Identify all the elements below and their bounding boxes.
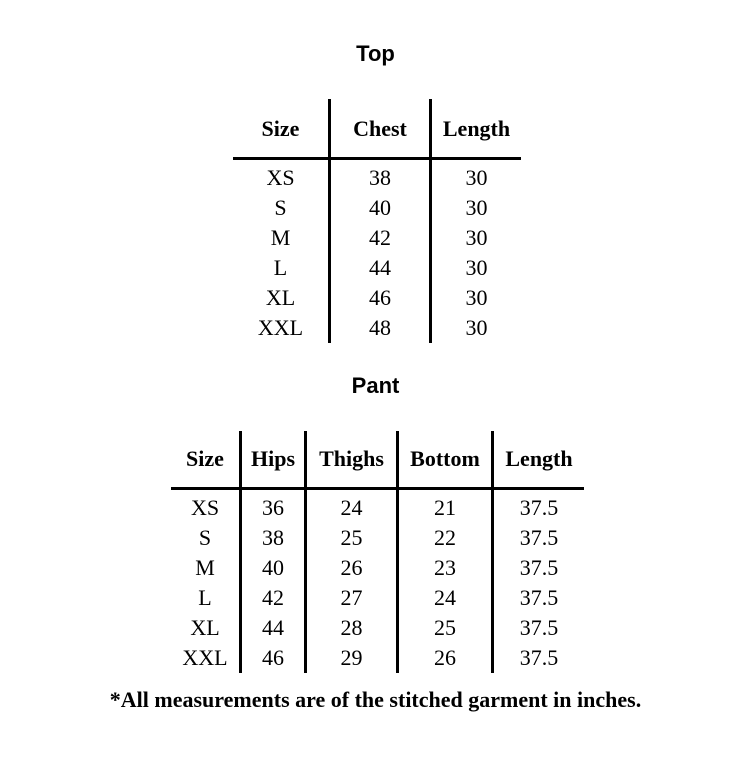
table-cell: 24 — [306, 489, 398, 524]
table-cell: 25 — [398, 613, 493, 643]
table-cell: S — [198, 525, 212, 550]
table-cell: L — [273, 255, 288, 280]
table-cell: 30 — [431, 283, 522, 313]
table-cell: XS — [266, 165, 295, 190]
pant-size-table — [171, 431, 584, 673]
table-cell: 30 — [431, 193, 522, 223]
table-cell: 46 — [241, 643, 306, 673]
table-cell: 26 — [398, 643, 493, 673]
column-header-size: Size — [233, 99, 330, 159]
table-row — [233, 193, 521, 223]
measurement-footnote: *All measurements are of the stitched garment in inches. — [109, 687, 642, 712]
table-row — [171, 643, 584, 673]
table-cell: 21 — [398, 489, 493, 524]
table-cell: 37.5 — [493, 613, 585, 643]
column-header-chest: Chest — [330, 99, 431, 159]
table-cell: 46 — [330, 283, 431, 313]
table-cell: 44 — [330, 253, 431, 283]
table-row — [233, 283, 521, 313]
table-cell: 48 — [330, 313, 431, 343]
table-cell: 44 — [241, 613, 306, 643]
table-cell: M — [270, 225, 291, 250]
table-cell: 30 — [431, 253, 522, 283]
table-cell: 36 — [241, 489, 306, 524]
column-header-length: Length — [431, 99, 522, 159]
table-row — [233, 159, 521, 194]
table-cell: 37.5 — [493, 553, 585, 583]
column-header-size: Size — [171, 431, 241, 489]
table-cell: 37.5 — [493, 489, 585, 524]
table-cell: S — [274, 195, 287, 220]
table-cell: 28 — [306, 613, 398, 643]
table-cell: 40 — [330, 193, 431, 223]
table-cell: 22 — [398, 523, 493, 553]
table-row — [233, 223, 521, 253]
table-row — [171, 553, 584, 583]
table-cell: 37.5 — [493, 523, 585, 553]
table-cell: 25 — [306, 523, 398, 553]
column-header-hips: Hips — [241, 431, 306, 489]
table-cell: 27 — [306, 583, 398, 613]
table-cell: 23 — [398, 553, 493, 583]
table-cell: XL — [190, 615, 220, 640]
table-row — [233, 253, 521, 283]
column-header-thighs: Thighs — [306, 431, 398, 489]
table-row — [171, 583, 584, 613]
table-cell: 42 — [330, 223, 431, 253]
table-cell: 30 — [431, 313, 522, 343]
table-cell: XL — [265, 285, 296, 310]
table-cell: 30 — [431, 223, 522, 253]
table-row — [171, 523, 584, 553]
table-cell: 38 — [241, 523, 306, 553]
table-row — [171, 489, 584, 524]
table-cell: M — [195, 555, 215, 580]
table-header-row — [233, 99, 521, 159]
table-cell: XS — [190, 495, 220, 520]
column-header-length: Length — [493, 431, 585, 489]
table-row — [233, 313, 521, 343]
table-header-row — [171, 431, 584, 489]
table-cell: L — [198, 585, 212, 610]
table-cell: XXL — [257, 315, 304, 340]
table-cell: 37.5 — [493, 643, 585, 673]
table-cell: XXL — [182, 645, 228, 670]
column-header-bottom: Bottom — [398, 431, 493, 489]
table-cell: 29 — [306, 643, 398, 673]
table-cell: 40 — [241, 553, 306, 583]
table-cell: 37.5 — [493, 583, 585, 613]
table-row — [171, 613, 584, 643]
table-cell: 42 — [241, 583, 306, 613]
table-cell: 30 — [431, 159, 522, 194]
table-cell: 38 — [330, 159, 431, 194]
top-table-title: Top — [356, 41, 395, 66]
top-size-table — [233, 99, 521, 343]
table-cell: 24 — [398, 583, 493, 613]
table-cell: 26 — [306, 553, 398, 583]
pant-table-title: Pant — [351, 373, 400, 398]
